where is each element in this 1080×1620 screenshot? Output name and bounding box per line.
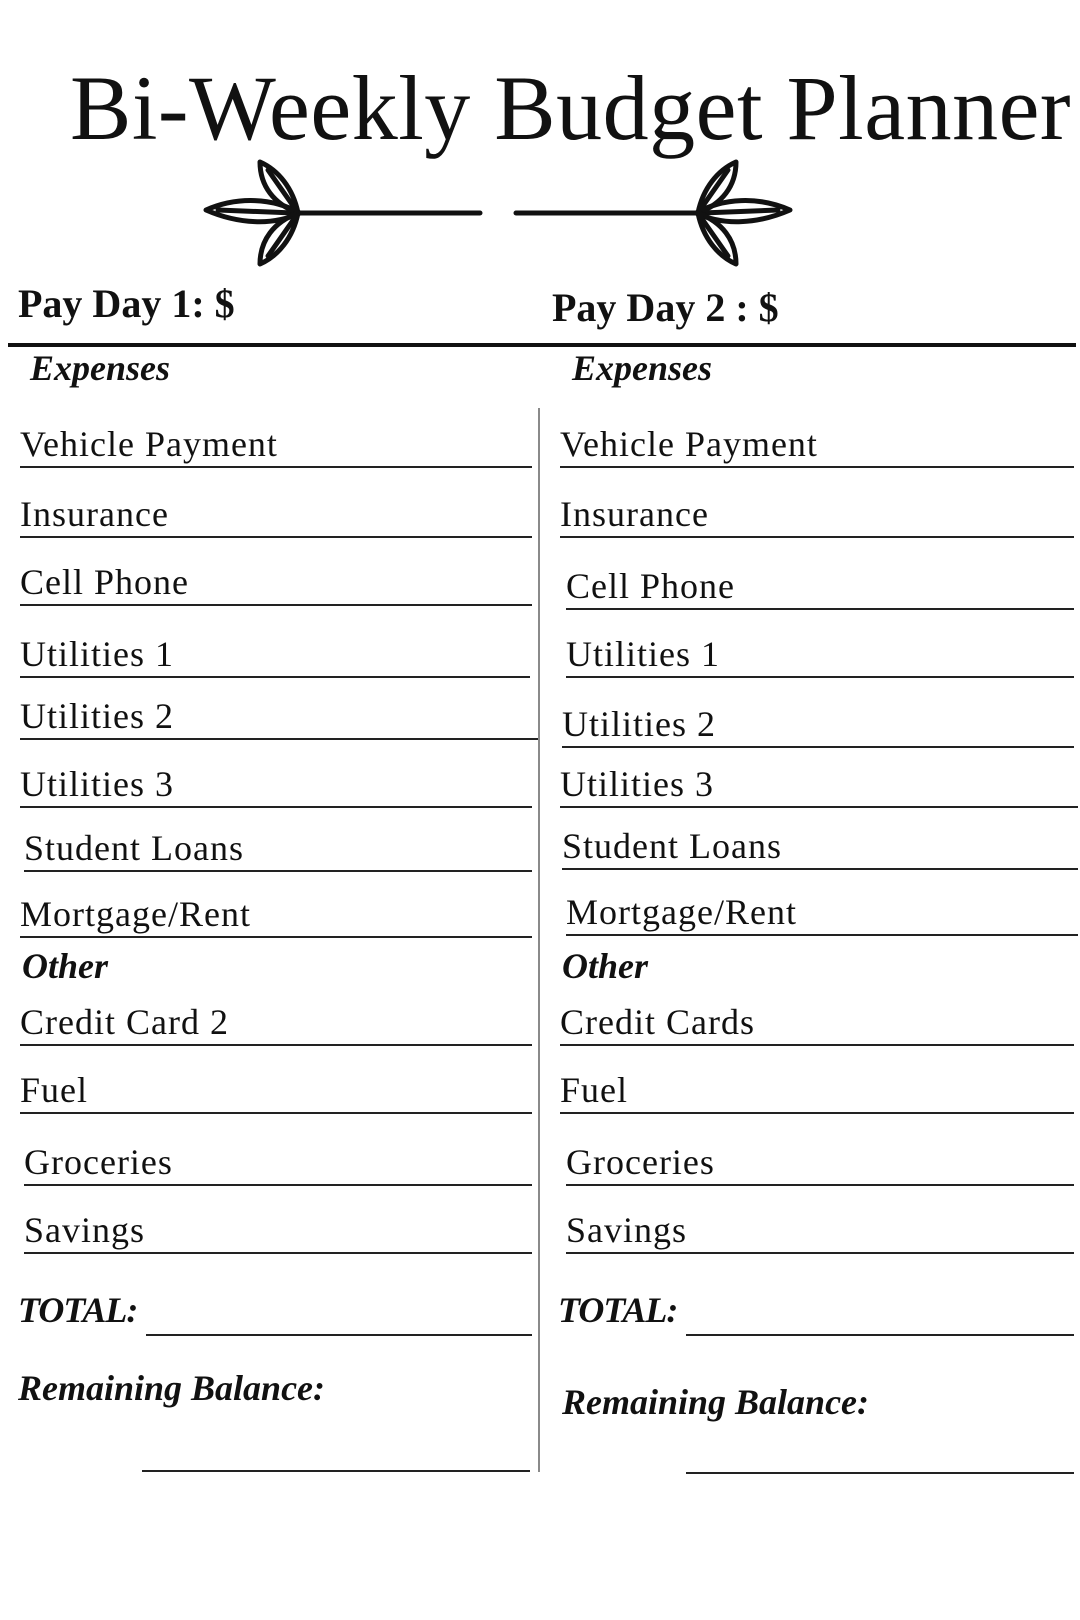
entry-line[interactable] xyxy=(20,1044,532,1046)
expense-label: Utilities 1 xyxy=(20,634,178,674)
expense-label: Fuel xyxy=(560,1070,632,1110)
expense-label: Insurance xyxy=(560,494,713,534)
total-label-1: TOTAL: xyxy=(18,1290,138,1330)
expenses-heading-1: Expenses xyxy=(30,348,171,388)
expense-row-insurance-1 xyxy=(20,494,532,538)
entry-line[interactable] xyxy=(560,466,1074,468)
expenses-heading-2: Expenses xyxy=(572,348,713,388)
other-row-credit-card-2-1 xyxy=(20,1002,532,1046)
entry-line[interactable] xyxy=(566,676,1074,678)
entry-line[interactable] xyxy=(24,1184,532,1186)
expense-row-vehicle-payment-1 xyxy=(20,424,532,468)
expense-row-vehicle-payment-2 xyxy=(560,424,1074,468)
expense-label: Credit Cards xyxy=(560,1002,759,1042)
expense-row-insurance-2 xyxy=(560,494,1074,538)
expense-label: Savings xyxy=(24,1210,149,1250)
total-line-2[interactable] xyxy=(686,1334,1074,1336)
expense-label: Utilities 1 xyxy=(566,634,724,674)
expense-label: Mortgage/Rent xyxy=(20,894,255,934)
expense-label: Cell Phone xyxy=(566,566,739,606)
expense-row-mortgage-rent-1 xyxy=(20,894,532,938)
expense-row-student-loans-2 xyxy=(562,826,1078,870)
entry-line[interactable] xyxy=(560,536,1074,538)
other-row-groceries-1 xyxy=(24,1142,532,1186)
expense-label: Vehicle Payment xyxy=(560,424,822,464)
entry-line[interactable] xyxy=(20,1112,532,1114)
other-row-credit-cards-2 xyxy=(560,1002,1074,1046)
other-row-savings-1 xyxy=(24,1210,532,1254)
page-title: Bi-Weekly Budget Planner xyxy=(70,57,1072,159)
other-heading-2: Other xyxy=(562,946,649,986)
expense-label: Utilities 2 xyxy=(562,704,720,744)
entry-line[interactable] xyxy=(24,870,532,872)
payday-2-label: Pay Day 2 : $ xyxy=(552,285,779,330)
total-label-2: TOTAL: xyxy=(558,1290,678,1330)
expense-label: Savings xyxy=(566,1210,691,1250)
entry-line[interactable] xyxy=(560,806,1078,808)
expense-row-student-loans-1 xyxy=(24,828,532,872)
expense-label: Groceries xyxy=(566,1142,719,1182)
expense-row-utilities-1-2 xyxy=(566,634,1074,678)
entry-line[interactable] xyxy=(24,1252,532,1254)
entry-line[interactable] xyxy=(566,934,1078,936)
entry-line[interactable] xyxy=(20,466,532,468)
expense-label: Vehicle Payment xyxy=(20,424,282,464)
expense-label: Utilities 3 xyxy=(20,764,178,804)
expense-row-utilities-1-1 xyxy=(20,634,530,678)
payday-1-label: Pay Day 1: $ xyxy=(18,281,235,326)
entry-line[interactable] xyxy=(20,806,532,808)
remaining-balance-label-2: Remaining Balance: xyxy=(562,1382,870,1422)
entry-line[interactable] xyxy=(562,868,1078,870)
leaf-branch-ornament-icon xyxy=(198,158,798,268)
expense-label: Utilities 3 xyxy=(560,764,718,804)
entry-line[interactable] xyxy=(20,604,532,606)
expense-label: Fuel xyxy=(20,1070,92,1110)
expense-row-utilities-3-1 xyxy=(20,764,532,808)
entry-line[interactable] xyxy=(562,746,1074,748)
expense-label: Student Loans xyxy=(562,826,786,866)
expense-row-utilities-2-1 xyxy=(20,696,538,740)
entry-line[interactable] xyxy=(20,676,530,678)
entry-line[interactable] xyxy=(566,1252,1074,1254)
expense-row-utilities-3-2 xyxy=(560,764,1078,808)
expense-label: Utilities 2 xyxy=(20,696,178,736)
other-row-fuel-1 xyxy=(20,1070,532,1114)
entry-line[interactable] xyxy=(560,1112,1074,1114)
expense-row-utilities-2-2 xyxy=(562,704,1074,748)
entry-line[interactable] xyxy=(566,608,1074,610)
expense-label: Mortgage/Rent xyxy=(566,892,801,932)
expense-label: Credit Card 2 xyxy=(20,1002,233,1042)
expense-row-cell-phone-1 xyxy=(20,562,532,606)
total-line-1[interactable] xyxy=(146,1334,532,1336)
remaining-balance-label-1: Remaining Balance: xyxy=(18,1368,326,1408)
header-rule xyxy=(8,343,1076,347)
expense-label: Insurance xyxy=(20,494,173,534)
entry-line[interactable] xyxy=(20,536,532,538)
other-heading-1: Other xyxy=(22,946,109,986)
entry-line[interactable] xyxy=(20,738,538,740)
expense-row-mortgage-rent-2 xyxy=(566,892,1078,936)
expense-label: Groceries xyxy=(24,1142,177,1182)
other-row-fuel-2 xyxy=(560,1070,1074,1114)
column-divider xyxy=(538,408,540,1472)
other-row-groceries-2 xyxy=(566,1142,1074,1186)
expense-row-cell-phone-2 xyxy=(566,566,1074,610)
other-row-savings-2 xyxy=(566,1210,1074,1254)
entry-line[interactable] xyxy=(566,1184,1074,1186)
remaining-balance-line-2[interactable] xyxy=(686,1472,1074,1474)
entry-line[interactable] xyxy=(20,936,532,938)
entry-line[interactable] xyxy=(560,1044,1074,1046)
remaining-balance-line-1[interactable] xyxy=(142,1470,530,1472)
expense-label: Student Loans xyxy=(24,828,248,868)
expense-label: Cell Phone xyxy=(20,562,193,602)
